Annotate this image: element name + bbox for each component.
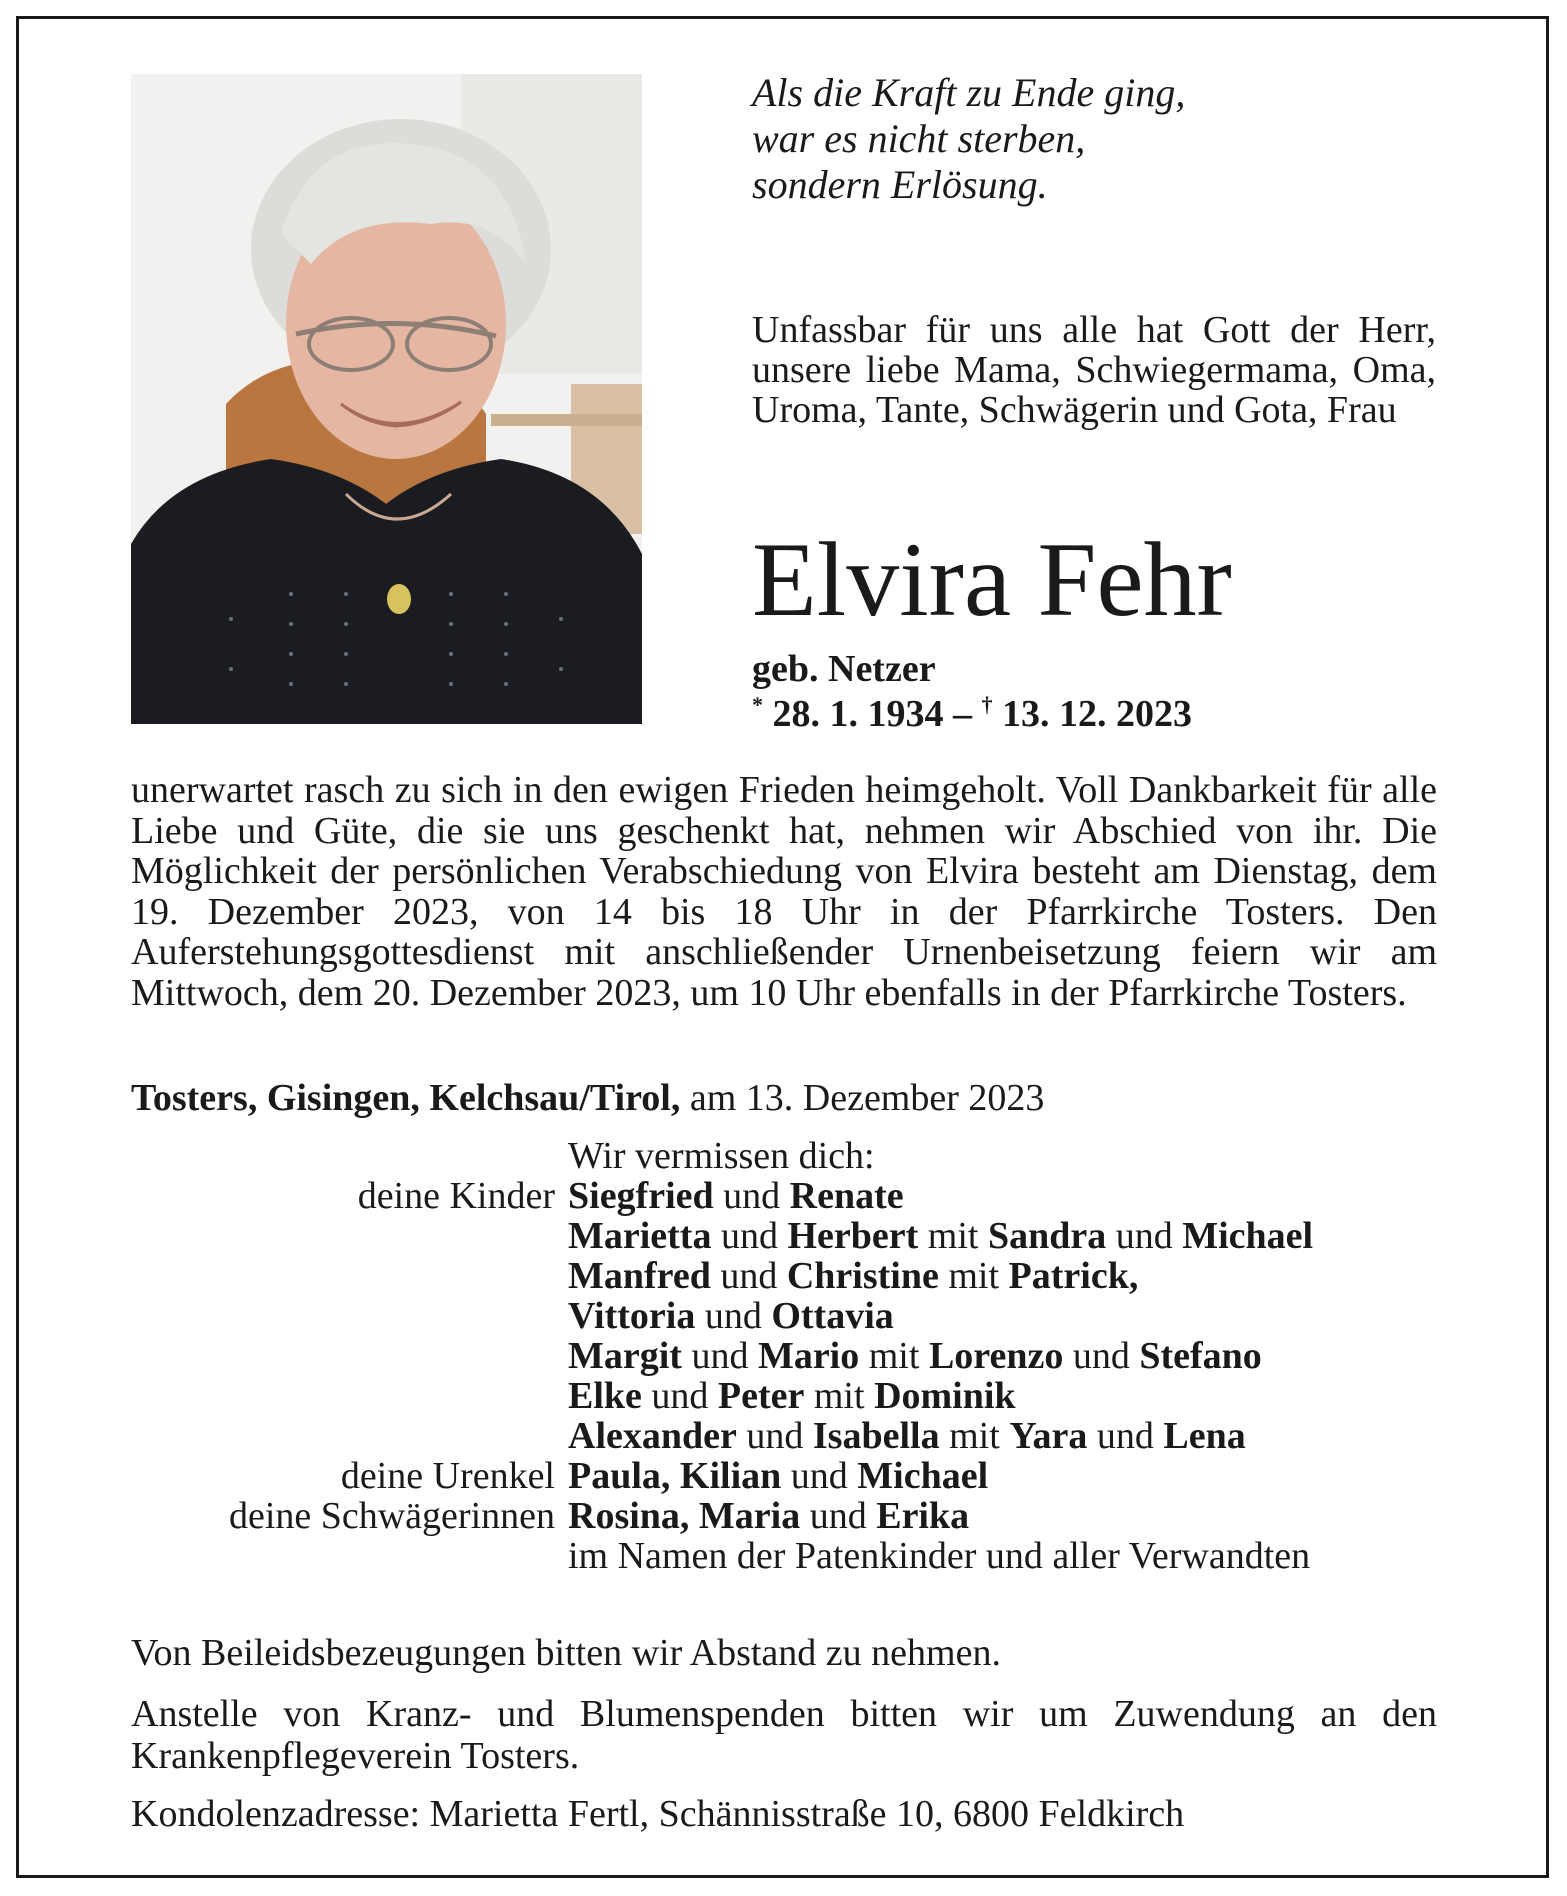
family-rows xyxy=(131,1176,1441,1576)
place-date: am 13. Dezember 2023 xyxy=(689,1077,1045,1119)
family-row xyxy=(131,1376,1441,1416)
connector-text: im Namen der Patenkinder und aller Verwandten xyxy=(568,1535,1311,1577)
miss-line: Wir vermissen dich: xyxy=(568,1135,875,1177)
family-member-name: Manfred xyxy=(568,1255,711,1297)
family-row xyxy=(131,1216,1441,1256)
connector-text: mit xyxy=(859,1335,929,1377)
family-member-name: Vittoria xyxy=(568,1295,696,1337)
portrait-photo xyxy=(131,74,642,724)
family-member-name: Margit xyxy=(568,1335,682,1377)
connector-text: und xyxy=(1106,1215,1183,1257)
connector-text: und xyxy=(736,1415,813,1457)
connector-text: mit xyxy=(804,1375,875,1417)
family-row-names xyxy=(568,1456,988,1496)
family-member-name: Isabella xyxy=(812,1415,940,1457)
family-member-name: Elke xyxy=(568,1375,642,1417)
family-row xyxy=(131,1176,1441,1216)
place-date-line xyxy=(131,1076,1437,1120)
family-member-name: Ottavia xyxy=(771,1295,894,1337)
family-row xyxy=(131,1296,1441,1336)
death-cross-symbol: † xyxy=(981,692,993,717)
family-row xyxy=(131,1456,1441,1496)
family-row-names xyxy=(568,1336,1262,1376)
family-member-name: Dominik xyxy=(874,1375,1016,1417)
date-separator: – xyxy=(943,693,982,735)
family-row-names xyxy=(568,1376,1016,1416)
maiden-name: geb. Netzer xyxy=(752,648,936,690)
death-date: 13. 12. 2023 xyxy=(1002,693,1192,735)
verse-line: Als die Kraft zu Ende ging, xyxy=(752,70,1186,115)
connector-text: und xyxy=(800,1495,877,1537)
family-member-name: Paula, Kilian xyxy=(568,1455,782,1497)
family-row-names xyxy=(568,1176,904,1216)
main-paragraph: unerwartet rasch zu sich in den ewigen Frieden heimgeholt. Voll Dankbarkeit für alle Liebe und Güte, die sie uns geschenkt hat, nehmen wir Abschied von ihr. Die Möglichkeit der persönlichen Verabschiedung von Elvira besteht am Dienstag, dem 19. Dezember 2023, von 14 bis 18 Uhr in der Pfarrkirche Tosters. Den Auferstehungsgottesdienst mit anschließender Urnenbeisetzung feiern wir am Mittwoch, dem 20. Dezember 2023, um 10 Uhr ebenfalls in der Pfarrkirche Tosters. xyxy=(131,769,1437,1014)
connector-text: mit xyxy=(939,1415,1010,1457)
family-member-name: Renate xyxy=(789,1175,904,1217)
family-member-name: Marietta xyxy=(568,1215,712,1257)
connector-text: und xyxy=(1087,1415,1164,1457)
family-row-label xyxy=(131,1296,568,1336)
family-member-name: Alexander xyxy=(568,1415,737,1457)
place-names: Tosters, Gisingen, Kelchsau/Tirol, xyxy=(131,1077,681,1119)
connector-text: und xyxy=(710,1255,787,1297)
family-member-name: Patrick, xyxy=(1008,1255,1139,1297)
family-member-name: Stefano xyxy=(1139,1335,1262,1377)
family-member-name: Sandra xyxy=(987,1215,1107,1257)
family-row-names xyxy=(568,1296,894,1336)
connector-text: und xyxy=(641,1375,718,1417)
donation-request: Anstelle von Kranz- und Blumenspenden bitten wir um Zuwendung an den Krankenpflegeverein Tosters. xyxy=(131,1693,1437,1777)
life-dates xyxy=(752,693,1452,735)
family-member-name: Michael xyxy=(857,1455,989,1497)
family-member-name: Lena xyxy=(1163,1415,1246,1457)
family-member-name: Peter xyxy=(717,1375,805,1417)
miss-line-row xyxy=(131,1136,1441,1176)
connector-text: und xyxy=(781,1455,858,1497)
family-member-name: Herbert xyxy=(787,1215,919,1257)
family-row-names xyxy=(568,1256,1138,1296)
family-row-label: deine Schwägerinnen xyxy=(228,1495,555,1537)
family-member-name: Michael xyxy=(1182,1215,1314,1257)
family-row-label xyxy=(131,1256,568,1296)
intro-paragraph: Unfassbar für uns alle hat Gott der Herr, unsere liebe Mama, Schwiegermama, Oma, Uroma, Tante, Schwägerin und Gota, Frau xyxy=(752,309,1436,431)
family-member-name: Mario xyxy=(757,1335,860,1377)
family-row-names xyxy=(568,1536,1310,1576)
connector-text: mit xyxy=(938,1255,1009,1297)
birth-date: 28. 1. 1934 xyxy=(772,693,944,735)
family-row-label xyxy=(131,1416,568,1456)
family-member-name: Lorenzo xyxy=(928,1335,1064,1377)
family-row xyxy=(131,1256,1441,1296)
family-row-label xyxy=(131,1536,568,1576)
connector-text: mit xyxy=(918,1215,988,1257)
family-member-name: Erika xyxy=(876,1495,970,1537)
birth-star-symbol: * xyxy=(752,692,763,717)
family-member-name: Rosina, Maria xyxy=(568,1495,801,1537)
connector-text: und xyxy=(713,1175,790,1217)
family-row-label: deine Urenkel xyxy=(340,1455,555,1497)
family-row xyxy=(131,1336,1441,1376)
family-row-label: deine Kinder xyxy=(357,1175,555,1217)
family-row-names xyxy=(568,1496,969,1536)
connector-text: und xyxy=(681,1335,758,1377)
family-row-label xyxy=(131,1336,568,1376)
connector-text: und xyxy=(695,1295,772,1337)
condolence-address: Kondolenzadresse: Marietta Fertl, Schännisstraße 10, 6800 Feldkirch xyxy=(131,1793,1185,1835)
condolence-request: Von Beileidsbezeugungen bitten wir Abstand zu nehmen. xyxy=(131,1632,1001,1674)
connector-text: und xyxy=(711,1215,788,1257)
family-row-names xyxy=(568,1416,1246,1456)
family-member-name: Christine xyxy=(786,1255,939,1297)
family-member-name: Yara xyxy=(1009,1415,1088,1457)
family-member-name: Siegfried xyxy=(568,1175,714,1217)
family-row xyxy=(131,1416,1441,1456)
family-list xyxy=(131,1136,1441,1576)
verse-line: sondern Erlösung. xyxy=(752,162,1048,207)
memorial-verse xyxy=(752,70,1452,208)
verse-line: war es nicht sterben, xyxy=(752,116,1086,161)
connector-text: und xyxy=(1063,1335,1140,1377)
family-row xyxy=(131,1536,1441,1576)
family-row-label xyxy=(131,1376,568,1416)
family-row xyxy=(131,1496,1441,1536)
family-row-label xyxy=(131,1216,568,1256)
deceased-name: Elvira Fehr xyxy=(752,521,1232,638)
family-row-names xyxy=(568,1216,1313,1256)
